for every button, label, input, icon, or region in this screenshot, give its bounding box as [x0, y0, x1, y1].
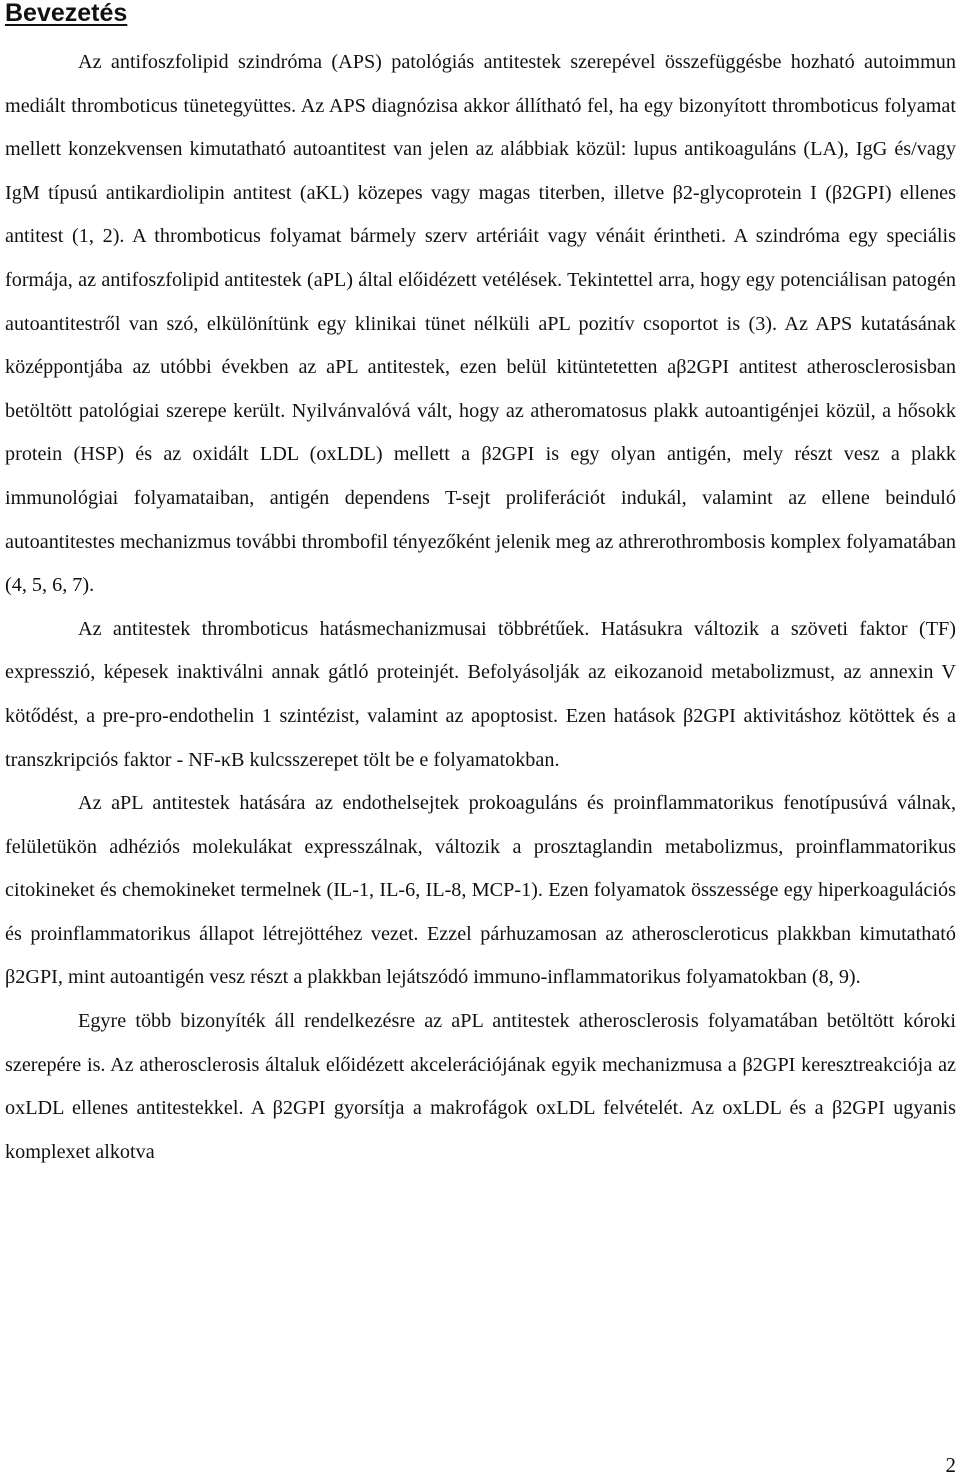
- paragraph-3: Az aPL antitestek hatására az endothelsejtek prokoaguláns és proinflammatorikus fenotípusúvá válnak, felületükön adhéziós molekulákat expresszálnak, változik a prosztaglandin metabolizmus, proinflammatorikus citokineket és chemokineket termelnek (IL-1, IL-6, IL-8, MCP-1). Ezen folyamatok összessége egy hiperkoagulációs és proinflammatorikus állapot létrejöttéhez vezet. Ezzel párhuzamosan az atheroscleroticus plakkban kimutatható β2GPI, mint autoantigén vesz részt a plakkban lejátszódó immuno-inflammatorikus folyamatokban (8, 9).: [5, 792, 956, 989]
- page-number: 2: [945, 1453, 956, 1477]
- section-heading: Bevezetés: [5, 0, 128, 27]
- paragraph-1: Az antifoszfolipid szindróma (APS) patológiás antitestek szerepével összefüggésbe hozható autoimmun mediált thromboticus tünetegyüttes. Az APS diagnózisa akkor állítható fel, ha egy bizonyított thromboticus folyamat mellett konzekvensen kimutatható autoantitest van jelen az alábbiak közül: lupus antikoaguláns (LA), IgG és/vagy IgM típusú antikardiolipin antitest (aKL) közepes vagy magas titerben, illetve β2-glycoprotein I (β2GPI) ellenes antitest (1, 2). A thromboticus folyamat bármely szerv artériáit vagy vénáit érintheti. A szindróma egy speciális formája, az antifoszfolipid antitestek (aPL) által előidézett vetélések. Tekintettel arra, hogy egy potenciálisan patogén autoantitestről van szó, elkülönítünk egy klinikai tünet nélküli aPL pozitív csoportot is (3). Az APS kutatásának középpontjába az utóbbi években az aPL antitestek, ezen belül kitüntetetten aβ2GPI antitest atherosclerosisban betöltött patológiai szerepe került. Nyilvánvalóvá vált, hogy az atheromatosus plakk autoantigénjei közül, a hősokk protein (HSP) és az oxidált LDL (oxLDL) mellett a β2GPI is egy olyan antigén, mely részt vesz a plakk immunológiai folyamataiban, antigén dependens T-sejt proliferációt indukál, valamint az ellene beinduló autoantitestes mechanizmus további thrombofil tényezőként jelenik meg az athrerothrombosis komplex folyamatában (4, 5, 6, 7).: [5, 51, 956, 597]
- paragraph-4: Egyre több bizonyíték áll rendelkezésre az aPL antitestek atherosclerosis folyamatában betöltött kóroki szerepére is. Az atherosclerosis általuk előidézett akcelerációjának egyik mechanizmusa a β2GPI keresztreakciója az oxLDL ellenes antitestekkel. A β2GPI gyorsítja a makrofágok oxLDL felvételét. Az oxLDL és a β2GPI ugyanis komplexet alkotva: [5, 1010, 956, 1163]
- paragraph-2: Az antitestek thromboticus hatásmechanizmusai többrétűek. Hatásukra változik a szöveti faktor (TF) expresszió, képesek inaktiválni annak gátló proteinjét. Befolyásolják az eikozanoid metabolizmust, az annexin V kötődést, a pre-pro-endothelin 1 szintézist, valamint az apoptosist. Ezen hatások β2GPI aktivitáshoz kötöttek és a transzkripciós faktor - NF-κB kulcsszerepet tölt be e folyamatokban.: [5, 617, 956, 771]
- body-text: [5, 41, 956, 1174]
